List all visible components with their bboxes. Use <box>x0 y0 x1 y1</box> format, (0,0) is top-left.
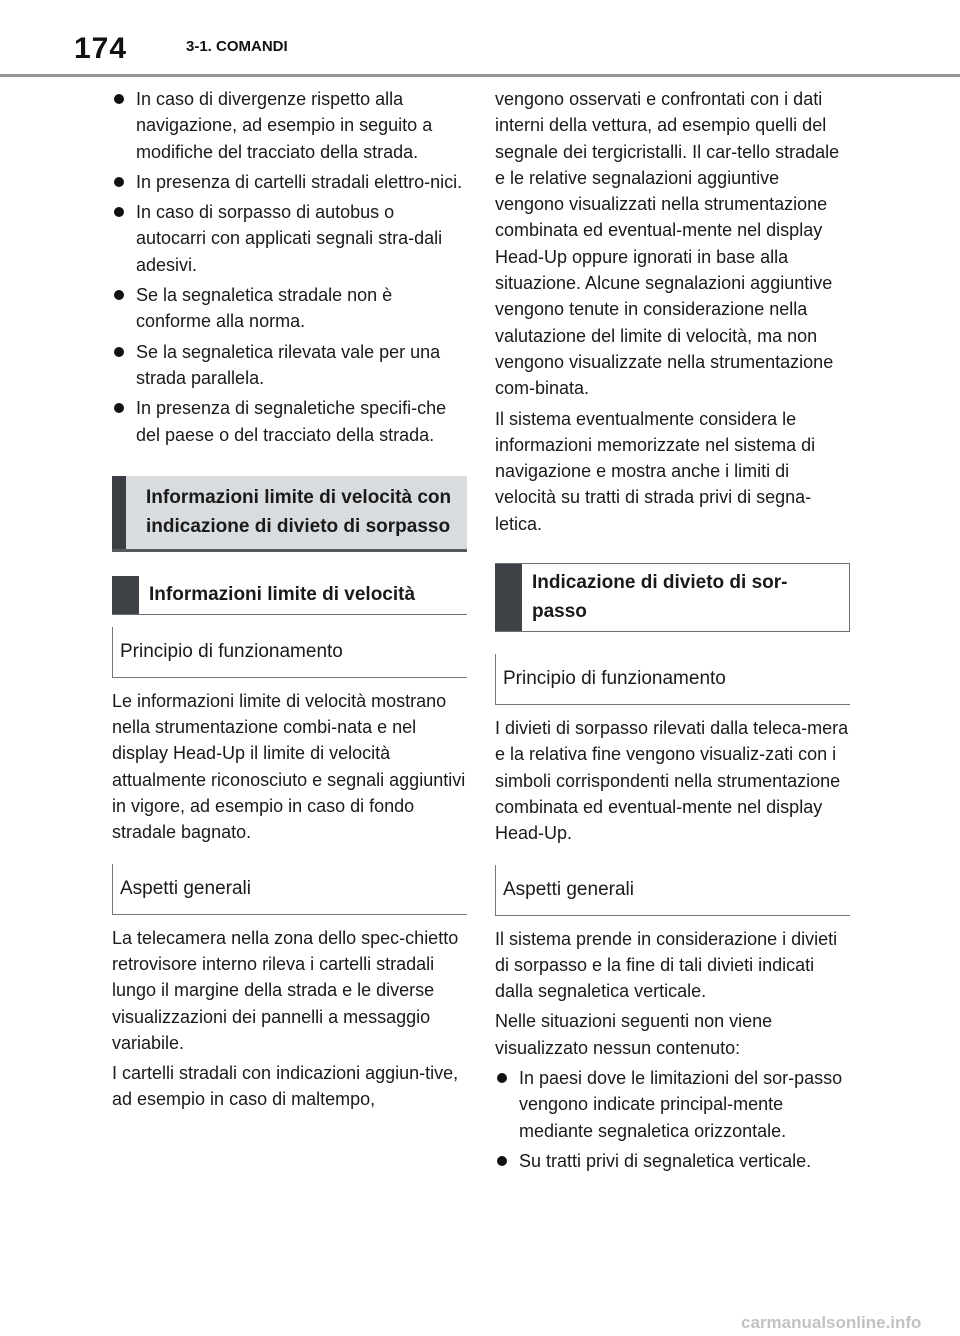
right-bullet-list <box>495 1065 850 1174</box>
general-text: La telecamera nella zona dello spec-chietto retrovisore interno rileva i cartelli stradali lungo il margine della strada e le diverse visualizzazioni dei pannelli a messaggio variabile. <box>112 927 459 1053</box>
general-text-continued: I cartelli stradali con indicazioni aggiun-tive, ad esempio in caso di maltempo, <box>112 1063 459 1110</box>
list-item: In caso di sorpasso di autobus o autocarri con applicati segnali stra-dali adesivi. <box>112 199 467 278</box>
left-column <box>112 86 467 1117</box>
principle-heading: Principio di funzionamento <box>112 627 467 678</box>
header-divider <box>0 74 960 77</box>
list-item: In presenza di segnaletiche specifi-che del paese o del tracciato della strada. <box>112 395 467 448</box>
principle-text: I divieti di sorpasso rilevati dalla teleca-mera e la relativa fine vengono visualiz-zati con i simboli corrispondenti nella strumentazione combinata ed eventual-mente nel display Head-Up. <box>495 718 849 844</box>
principle-heading: Principio di funzionamento <box>495 654 850 705</box>
general-heading: Aspetti generali <box>112 864 467 915</box>
bullet-icon <box>114 177 124 187</box>
bullet-icon <box>114 207 124 217</box>
page-header <box>0 0 960 78</box>
heading-bar <box>112 476 126 549</box>
page-number: 174 <box>74 32 128 65</box>
principle-text: Le informazioni limite di velocità mostrano nella strumentazione combi-nata e nel display Head-Up il limite di velocità attualmente riconosciuto e segnali aggiuntivi in vigore, ad esempio in caso di fondo stradale bagnato. <box>112 690 466 843</box>
bullet-icon <box>114 347 124 357</box>
right-column <box>495 86 850 1178</box>
general-text: Il sistema prende in considerazione i divieti di sorpasso e la fine di tali divieti indicati dalla segnaletica verticale. <box>495 928 838 1002</box>
watermark: carmanualsonline.info <box>741 1313 922 1332</box>
navigation-paragraph: Il sistema eventualmente considera le informazioni memorizzate nel sistema di navigazione e mostra anche i limiti di velocità su tratti di strada privi di segna-letica. <box>495 408 816 534</box>
no-overtaking-heading: Indicazione di divieto di sor-passo <box>495 563 850 632</box>
bullet-icon <box>497 1073 507 1083</box>
bullet-icon <box>497 1156 507 1166</box>
bullet-icon <box>114 403 124 413</box>
chapter-label: 3-1. COMANDI <box>186 38 288 55</box>
general-heading: Aspetti generali <box>495 865 850 916</box>
list-item: Su tratti privi di segnaletica verticale. <box>495 1148 850 1174</box>
speed-limit-heading: Informazioni limite di velocità <box>112 576 467 615</box>
list-item: In presenza di cartelli stradali elettro-nici. <box>112 169 467 195</box>
general-text-intro: Nelle situazioni seguenti non viene visualizzato nessun contenuto: <box>495 1011 773 1058</box>
heading-bar <box>112 576 139 614</box>
list-item: Se la segnaletica rilevata vale per una strada parallela. <box>112 339 467 392</box>
left-bullet-list <box>112 86 467 448</box>
bullet-icon <box>114 290 124 300</box>
heading-bar <box>495 564 522 631</box>
continued-paragraph: vengono osservati e confrontati con i dati interni della vettura, ad esempio quelli del segnale dei tergicristalli. Il car-tello stradale e le relative segnalazioni aggiuntive vengono visualizzati nella strumentazione combinata ed eventual-mente nel display Head-Up oppure ignorati in base alla situazione. Alcune segnalazioni aggiuntive vengono tenute in considerazione nella valutazione del limite di velocità, ma non vengono visualizzate nella strumentazione com-binata. <box>495 89 840 399</box>
list-item: Se la segnaletica stradale non è conforme alla norma. <box>112 282 467 335</box>
list-item: In caso di divergenze rispetto alla navigazione, ad esempio in seguito a modifiche del tracciato della strada. <box>112 86 467 165</box>
list-item: In paesi dove le limitazioni del sor-passo vengono indicate principal-mente mediante segnaletica orizzontale. <box>495 1065 850 1144</box>
bullet-icon <box>114 94 124 104</box>
main-section-heading: Informazioni limite di velocità con indicazione di divieto di sorpasso <box>112 476 467 552</box>
